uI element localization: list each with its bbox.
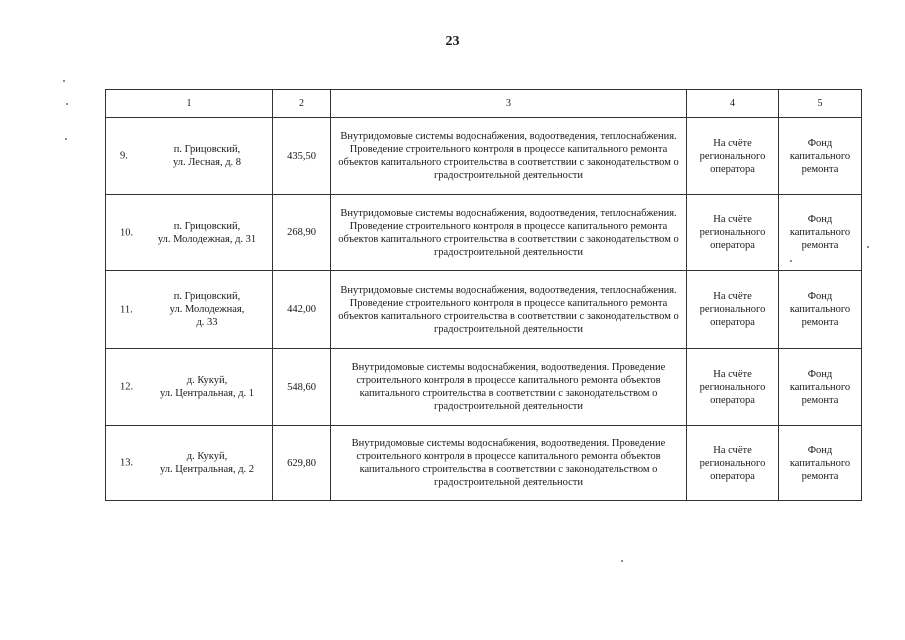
- row-number: 12.: [120, 381, 134, 393]
- repair-table: [105, 89, 862, 501]
- column-header: 4: [687, 90, 779, 118]
- address-line: д. Кукуй,: [186, 451, 228, 462]
- column-header: 2: [273, 90, 331, 118]
- scan-speck: [790, 260, 792, 262]
- table-row: [106, 271, 862, 349]
- address-line: п. Грицовский,: [173, 291, 241, 302]
- address-line: ул. Центральная, д. 1: [159, 388, 255, 399]
- area-cell: 442,00: [273, 271, 331, 349]
- column-header: 3: [331, 90, 687, 118]
- account-cell: На счёте регионального оператора: [687, 271, 779, 349]
- works-cell: Внутридомовые системы водоснабжения, водоотведения, теплоснабжения. Проведение строительного контроля в процессе капитального ремонта объектов капитального строительства в соответствии с законодательством о градостроительной деятельности: [331, 271, 687, 349]
- area-cell: 435,50: [273, 118, 331, 195]
- scan-speck: [63, 80, 65, 82]
- address-line: ул. Лесная, д. 8: [172, 157, 242, 168]
- works-cell: Внутридомовые системы водоснабжения, водоотведения, теплоснабжения. Проведение строительного контроля в процессе капитального ремонта объектов капитального строительства в соответствии с законодательством о градостроительной деятельности: [331, 118, 687, 195]
- address-cell: [106, 426, 273, 501]
- row-number: 13.: [120, 457, 134, 469]
- scan-speck: [65, 138, 67, 140]
- column-header: 5: [779, 90, 862, 118]
- address-line: ул. Молодежная,: [169, 304, 245, 315]
- table-row: [106, 426, 862, 501]
- address-line: п. Грицовский,: [173, 144, 241, 155]
- area-cell: 268,90: [273, 195, 331, 271]
- scan-speck: [621, 560, 623, 562]
- fund-cell: Фонд капитального ремонта: [779, 349, 862, 426]
- fund-cell: Фонд капитального ремонта: [779, 195, 862, 271]
- address-line: д. 33: [196, 317, 218, 328]
- fund-cell: Фонд капитального ремонта: [779, 271, 862, 349]
- table-row: [106, 195, 862, 271]
- works-cell: Внутридомовые системы водоснабжения, водоотведения. Проведение строительного контроля в процессе капитального ремонта объектов капитального строительства в соответствии с законодательством о градостроительной деятельности: [331, 426, 687, 501]
- address-cell: [106, 118, 273, 195]
- scan-speck: [66, 103, 68, 105]
- scan-speck: [867, 246, 869, 248]
- area-cell: 629,80: [273, 426, 331, 501]
- address-line: ул. Молодежная, д. 31: [157, 233, 257, 245]
- area-cell: 548,60: [273, 349, 331, 426]
- row-number: 9.: [120, 150, 128, 162]
- address-line: п. Грицовский,: [173, 220, 241, 232]
- header-row: [106, 90, 862, 118]
- address-cell: [106, 349, 273, 426]
- account-cell: На счёте регионального оператора: [687, 349, 779, 426]
- fund-cell: Фонд капитального ремонта: [779, 118, 862, 195]
- address: [106, 143, 272, 169]
- account-cell: На счёте регионального оператора: [687, 195, 779, 271]
- address-cell: [106, 195, 273, 271]
- account-cell: На счёте регионального оператора: [687, 118, 779, 195]
- table-row: [106, 349, 862, 426]
- table-row: [106, 118, 862, 195]
- works-cell: Внутридомовые системы водоснабжения, водоотведения. Проведение строительного контроля в процессе капитального ремонта объектов капитального строительства в соответствии с законодательством о градостроительной деятельности: [331, 349, 687, 426]
- works-cell: Внутридомовые системы водоснабжения, водоотведения, теплоснабжения. Проведение строительного контроля в процессе капитального ремонта объектов капитального строительства в соответствии с законодательством о градостроительной деятельности: [331, 195, 687, 271]
- row-number: 10.: [120, 227, 134, 238]
- address-line: ул. Центральная, д. 2: [159, 464, 255, 475]
- row-number: 11.: [120, 304, 133, 315]
- address-line: д. Кукуй,: [186, 375, 228, 386]
- page-number: 23: [445, 34, 460, 49]
- account-cell: На счёте регионального оператора: [687, 426, 779, 501]
- column-header: 1: [106, 90, 273, 118]
- fund-cell: Фонд капитального ремонта: [779, 426, 862, 501]
- address-cell: [106, 271, 273, 349]
